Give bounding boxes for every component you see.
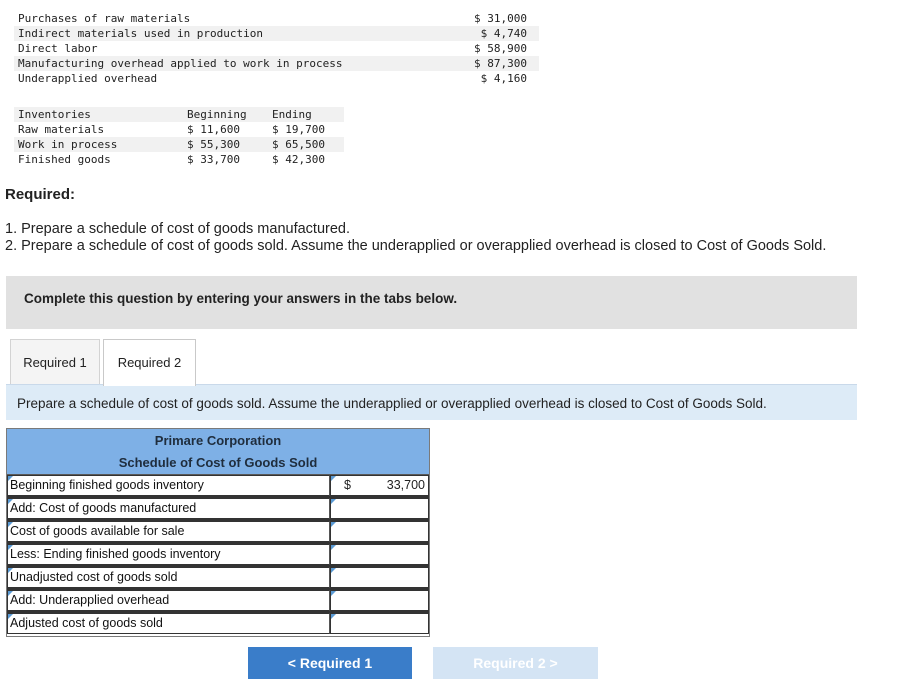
schedule-label-dropdown[interactable] bbox=[7, 475, 330, 496]
row-label: Add: Underapplied overhead bbox=[10, 593, 170, 607]
row-label: Less: Ending finished goods inventory bbox=[10, 547, 221, 561]
dollar-sign: $ bbox=[344, 478, 351, 492]
data-value: $ 4,740 bbox=[480, 27, 527, 40]
inventory-label: Work in process bbox=[18, 138, 118, 151]
inventory-row bbox=[14, 137, 344, 152]
data-value: $ 4,160 bbox=[480, 72, 527, 85]
data-value: $ 87,300 bbox=[474, 57, 527, 70]
schedule-row bbox=[7, 590, 429, 613]
instruction-1: 1. Prepare a schedule of cost of goods manufactured. bbox=[5, 221, 350, 237]
data-row bbox=[14, 41, 539, 56]
data-label: Underapplied overhead bbox=[18, 72, 158, 85]
given-data-table bbox=[14, 11, 539, 86]
row-label: Unadjusted cost of goods sold bbox=[10, 570, 178, 584]
schedule-label-dropdown[interactable] bbox=[7, 567, 330, 588]
prompt-text: Prepare a schedule of cost of goods sold. Assume the underapplied or overapplied overhead is closed to Cost of Goods Sold. bbox=[17, 396, 767, 411]
instructions-banner bbox=[6, 276, 857, 329]
data-row bbox=[14, 56, 539, 71]
inventory-label: Finished goods bbox=[18, 153, 111, 166]
inventories-header: Inventories bbox=[18, 108, 91, 121]
amount-value: 33,700 bbox=[386, 478, 425, 492]
beginning-header: Beginning bbox=[187, 108, 247, 121]
row-label: Cost of goods available for sale bbox=[10, 524, 185, 538]
prev-required-1-button[interactable]: < Required 1 bbox=[248, 647, 412, 679]
company-name: Primare Corporation bbox=[154, 433, 282, 448]
next-required-2-button[interactable]: Required 2 > bbox=[433, 647, 598, 679]
inventory-ending: $ 65,500 bbox=[272, 138, 325, 151]
amount-input[interactable] bbox=[330, 590, 429, 611]
cogs-schedule bbox=[6, 428, 430, 637]
inventory-ending: $ 19,700 bbox=[272, 123, 325, 136]
prompt-bar bbox=[6, 384, 857, 420]
amount-input[interactable] bbox=[330, 613, 429, 634]
amount-input[interactable] bbox=[330, 544, 429, 565]
schedule-row bbox=[7, 521, 429, 544]
amount-input[interactable] bbox=[330, 475, 429, 496]
inventory-row bbox=[14, 122, 344, 137]
schedule-header bbox=[7, 429, 429, 475]
ending-header: Ending bbox=[272, 108, 312, 121]
tab-required-1[interactable]: Required 1 bbox=[10, 339, 100, 385]
inventory-ending: $ 42,300 bbox=[272, 153, 325, 166]
inventory-beginning: $ 33,700 bbox=[187, 153, 240, 166]
schedule-row bbox=[7, 498, 429, 521]
inventory-beginning: $ 55,300 bbox=[187, 138, 240, 151]
inventories-table bbox=[14, 107, 344, 167]
instruction-2: 2. Prepare a schedule of cost of goods sold. Assume the underapplied or overapplied overhead is closed to Cost of Goods Sold. bbox=[5, 238, 827, 254]
inventory-label: Raw materials bbox=[18, 123, 105, 136]
data-label: Purchases of raw materials bbox=[18, 12, 191, 25]
row-label: Beginning finished goods inventory bbox=[10, 478, 204, 492]
schedule-row bbox=[7, 544, 429, 567]
amount-input[interactable] bbox=[330, 498, 429, 519]
data-value: $ 31,000 bbox=[474, 12, 527, 25]
amount-input[interactable] bbox=[330, 567, 429, 588]
tab-required-2[interactable]: Required 2 bbox=[103, 339, 196, 386]
data-label: Manufacturing overhead applied to work in process bbox=[18, 57, 343, 70]
schedule-title: Schedule of Cost of Goods Sold bbox=[118, 455, 318, 470]
data-label: Direct labor bbox=[18, 42, 98, 55]
amount-input[interactable] bbox=[330, 521, 429, 542]
row-label: Adjusted cost of goods sold bbox=[10, 616, 163, 630]
schedule-row bbox=[7, 475, 429, 498]
inventories-header-row bbox=[14, 107, 344, 122]
data-row bbox=[14, 26, 539, 41]
row-label: Add: Cost of goods manufactured bbox=[10, 501, 197, 515]
schedule-label-dropdown[interactable] bbox=[7, 521, 330, 542]
data-row bbox=[14, 11, 539, 26]
banner-text: Complete this question by entering your answers in the tabs below. bbox=[24, 291, 458, 306]
data-row bbox=[14, 71, 539, 86]
schedule-row bbox=[7, 613, 429, 636]
schedule-label-dropdown[interactable] bbox=[7, 544, 330, 565]
required-heading: Required: bbox=[5, 186, 76, 203]
schedule-label-dropdown[interactable] bbox=[7, 498, 330, 519]
schedule-label-dropdown[interactable] bbox=[7, 590, 330, 611]
schedule-label-dropdown[interactable] bbox=[7, 613, 330, 634]
data-value: $ 58,900 bbox=[474, 42, 527, 55]
schedule-row bbox=[7, 567, 429, 590]
inventory-row bbox=[14, 152, 344, 167]
data-label: Indirect materials used in production bbox=[18, 27, 264, 40]
inventory-beginning: $ 11,600 bbox=[187, 123, 240, 136]
